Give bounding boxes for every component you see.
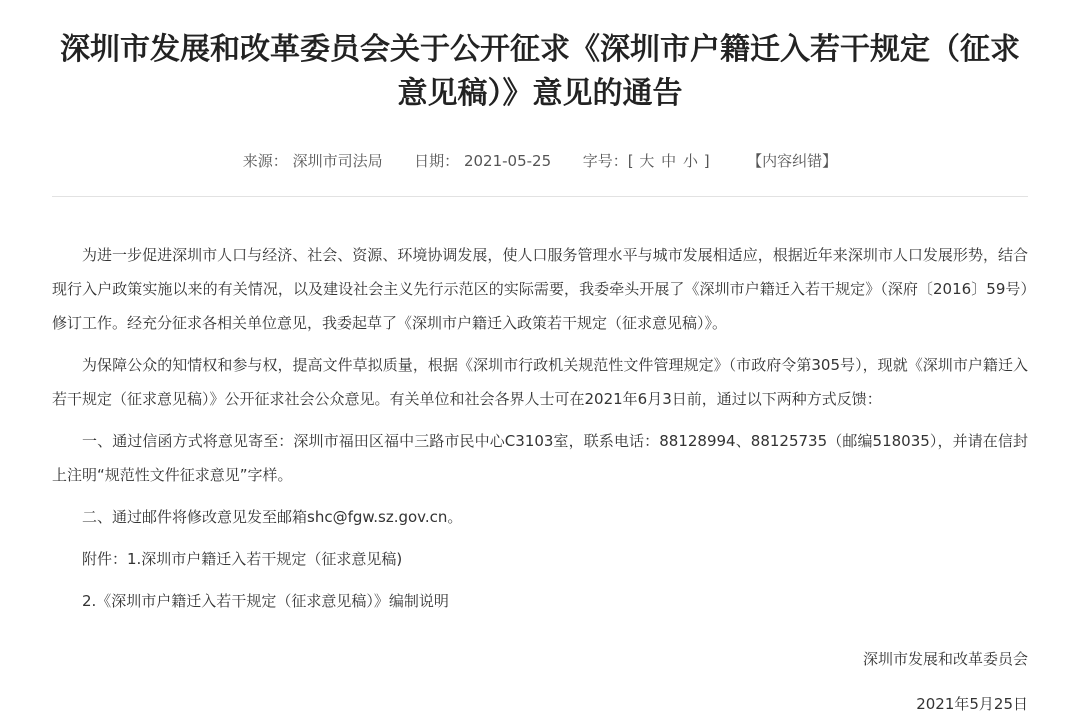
signature: 深圳市发展和改革委员会	[862, 650, 1028, 668]
content-correction-link[interactable]: 【内容纠错】	[747, 152, 838, 170]
title-line-2: 意见稿）》意见的通告	[397, 76, 683, 111]
source-label: 来源：	[242, 152, 288, 170]
page-title	[40, 28, 1040, 116]
fontsize-close: ]	[703, 152, 710, 170]
paragraph-4: 二、通过邮件将修改意见发至邮箱shc@fgw.sz.gov.cn。	[82, 508, 463, 526]
paragraph-2: 为保障公众的知情权和参与权，提高文件草拟质量，根据《深圳市行政机关规范性文件管理规定》（市政府令第305号），现就《深圳市户籍迁入若干规定（征求意见稿）》公开征求社会公众意见。有关单位和社会各界人士可在2021年6月3日前，通过以下两种方式反馈：	[52, 356, 1028, 408]
date-value: 2021-05-25	[463, 152, 552, 170]
fontsize-medium-button[interactable]: 中	[661, 152, 677, 170]
source-value: 深圳市司法局	[292, 152, 383, 170]
signature-date: 2021年5月25日	[916, 695, 1028, 713]
attachment-1: 附件：1.深圳市户籍迁入若干规定（征求意见稿)	[82, 550, 403, 568]
date-label: 日期：	[414, 152, 460, 170]
fontsize-label: 字号：[	[582, 152, 634, 170]
attachment-2: 2.《深圳市户籍迁入若干规定（征求意见稿）》编制说明	[82, 592, 449, 610]
divider	[52, 196, 1028, 197]
title-line-1: 深圳市发展和改革委员会关于公开征求《深圳市户籍迁入若干规定（征求	[60, 32, 1020, 67]
paragraph-1: 为进一步促进深圳市人口与经济、社会、资源、环境协调发展，使人口服务管理水平与城市发展相适应，根据近年来深圳市人口发展形势，结合现行入户政策实施以来的有关情况，以及建设社会主义先行示范区的实际需要，我委牵头开展了《深圳市户籍迁入若干规定》（深府〔2016〕59号）修订工作。经充分征求各相关单位意见，我委起草了《深圳市户籍迁入政策若干规定（征求意见稿）》。	[52, 246, 1028, 332]
article-meta	[0, 150, 1080, 172]
article-body	[52, 238, 1028, 626]
paragraph-3: 一、通过信函方式将意见寄至：深圳市福田区福中三路市民中心C3103室，联系电话：88128994、88125735（邮编518035），并请在信封上注明“规范性文件征求意见”字样。	[52, 432, 1028, 484]
fontsize-large-button[interactable]: 大	[639, 152, 655, 170]
fontsize-small-button[interactable]: 小	[682, 152, 698, 170]
